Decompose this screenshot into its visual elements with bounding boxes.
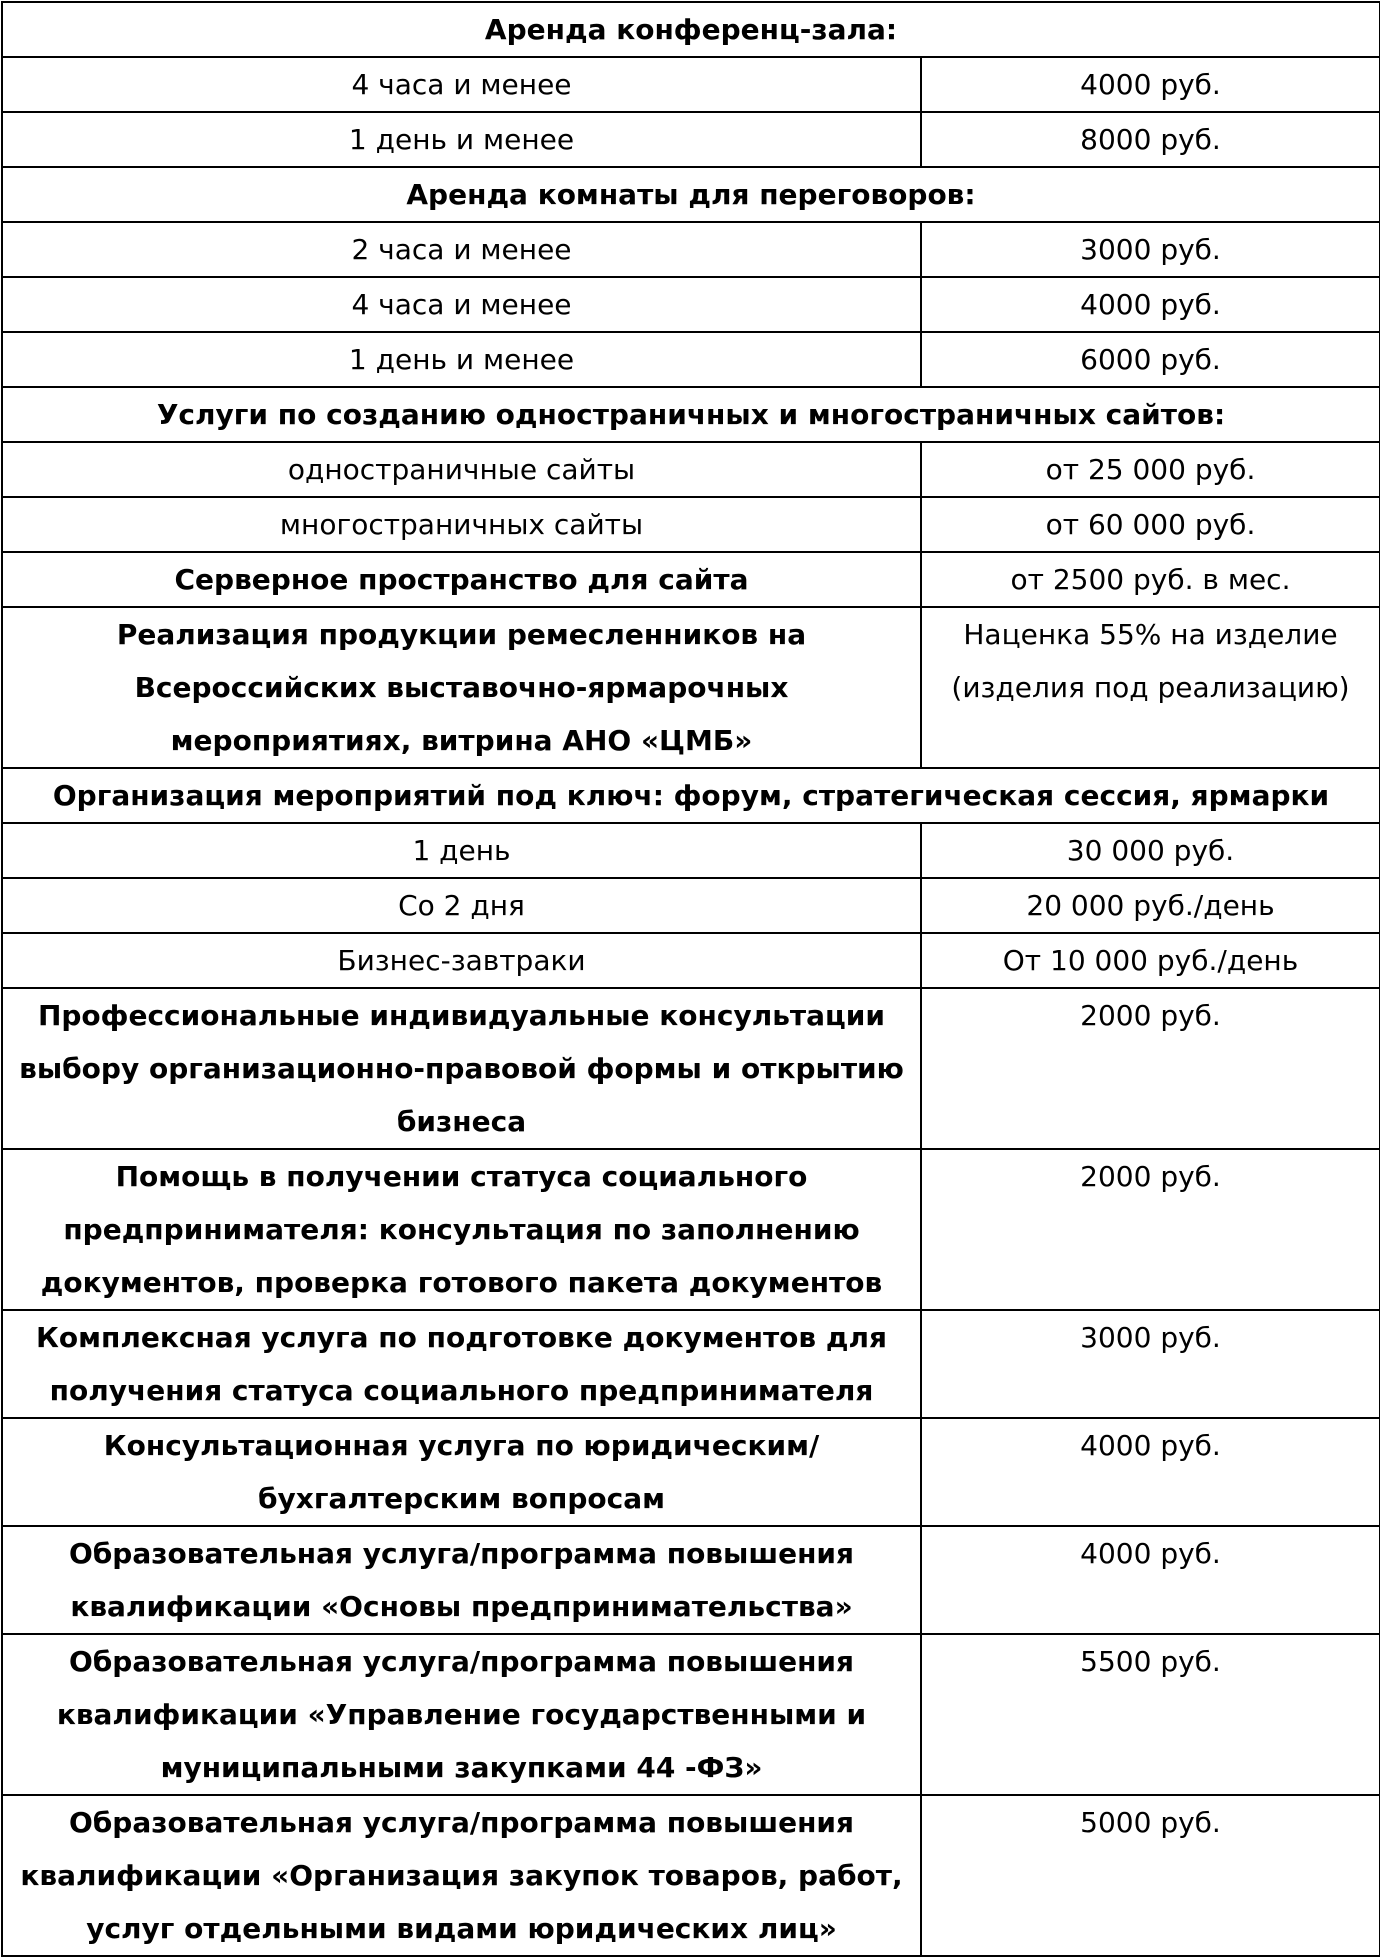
price-cell: 5000 руб.	[921, 1795, 1380, 1956]
service-name-cell: Реализация продукции ремесленников на Всероссийских выставочно-ярмарочных мероприятиях, витрина АНО «ЦМБ»	[2, 607, 921, 768]
service-name-cell: 1 день	[2, 823, 921, 878]
section-title: Организация мероприятий под ключ: форум, стратегическая сессия, ярмарки	[2, 768, 1380, 823]
price-cell: 4000 руб.	[921, 1526, 1380, 1634]
section-header-row	[2, 167, 1380, 222]
price-row	[2, 1795, 1380, 1956]
price-cell: 3000 руб.	[921, 222, 1380, 277]
service-name-cell: 1 день и менее	[2, 332, 921, 387]
price-row	[2, 1310, 1380, 1418]
price-row	[2, 1526, 1380, 1634]
price-cell: 3000 руб.	[921, 1310, 1380, 1418]
service-name-cell: Серверное пространство для сайта	[2, 552, 921, 607]
price-row	[2, 878, 1380, 933]
price-cell: 4000 руб.	[921, 277, 1380, 332]
section-title: Аренда комнаты для переговоров:	[2, 167, 1380, 222]
price-cell: от 60 000 руб.	[921, 497, 1380, 552]
service-name-cell: Помощь в получении статуса социального предпринимателя: консультация по заполнению документов, проверка готового пакета документов	[2, 1149, 921, 1310]
price-cell: 4000 руб.	[921, 57, 1380, 112]
price-cell: 4000 руб.	[921, 1418, 1380, 1526]
service-name-cell: Со 2 дня	[2, 878, 921, 933]
price-row	[2, 332, 1380, 387]
price-row	[2, 112, 1380, 167]
price-cell: от 2500 руб. в мес.	[921, 552, 1380, 607]
price-row	[2, 607, 1380, 768]
price-cell: 6000 руб.	[921, 332, 1380, 387]
service-name-cell: 1 день и менее	[2, 112, 921, 167]
section-header-row	[2, 387, 1380, 442]
service-name-cell: Образовательная услуга/программа повышения квалификации «Основы предпринимательства»	[2, 1526, 921, 1634]
price-row	[2, 442, 1380, 497]
price-cell: от 25 000 руб.	[921, 442, 1380, 497]
price-cell: 30 000 руб.	[921, 823, 1380, 878]
price-row	[2, 222, 1380, 277]
price-cell: 8000 руб.	[921, 112, 1380, 167]
service-name-cell: одностраничные сайты	[2, 442, 921, 497]
service-name-cell: Образовательная услуга/программа повышения квалификации «Организация закупок товаров, работ, услуг отдельными видами юридических лиц»	[2, 1795, 921, 1956]
service-name-cell: Профессиональные индивидуальные консультации выбору организационно-правовой формы и открытию бизнеса	[2, 988, 921, 1149]
price-cell: От 10 000 руб./день	[921, 933, 1380, 988]
section-title: Услуги по созданию одностраничных и многостраничных сайтов:	[2, 387, 1380, 442]
price-cell: 5500 руб.	[921, 1634, 1380, 1795]
price-row	[2, 823, 1380, 878]
service-name-cell: Комплексная услуга по подготовке документов для получения статуса социального предпринимателя	[2, 1310, 921, 1418]
service-name-cell: 4 часа и менее	[2, 57, 921, 112]
service-name-cell: Образовательная услуга/программа повышения квалификации «Управление государственными и муниципальными закупками 44 -ФЗ»	[2, 1634, 921, 1795]
price-row	[2, 57, 1380, 112]
price-row	[2, 1149, 1380, 1310]
service-name-cell: 2 часа и менее	[2, 222, 921, 277]
service-name-cell: 4 часа и менее	[2, 277, 921, 332]
price-row	[2, 933, 1380, 988]
price-cell: 2000 руб.	[921, 988, 1380, 1149]
section-header-row	[2, 2, 1380, 57]
price-list-body	[2, 2, 1380, 1956]
section-header-row	[2, 768, 1380, 823]
price-cell: 20 000 руб./день	[921, 878, 1380, 933]
price-row	[2, 277, 1380, 332]
price-row	[2, 1634, 1380, 1795]
service-name-cell: Консультационная услуга по юридическим/бухгалтерским вопросам	[2, 1418, 921, 1526]
price-list-table	[1, 1, 1380, 1957]
service-name-cell: Бизнес-завтраки	[2, 933, 921, 988]
price-cell: Наценка 55% на изделие (изделия под реализацию)	[921, 607, 1380, 768]
service-name-cell: многостраничных сайты	[2, 497, 921, 552]
price-row	[2, 988, 1380, 1149]
price-cell: 2000 руб.	[921, 1149, 1380, 1310]
section-title: Аренда конференц-зала:	[2, 2, 1380, 57]
price-row	[2, 1418, 1380, 1526]
price-row	[2, 497, 1380, 552]
price-row	[2, 552, 1380, 607]
